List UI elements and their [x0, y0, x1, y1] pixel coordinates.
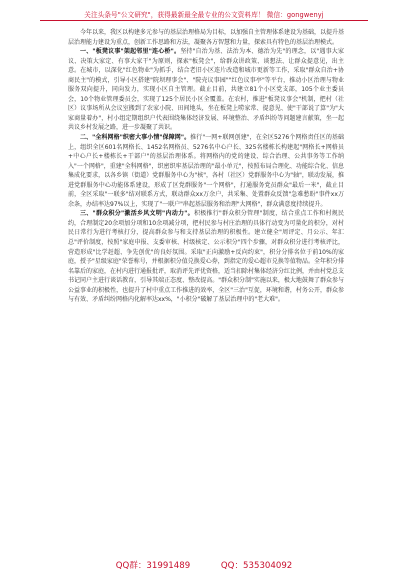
section-3-paragraph — [68, 209, 344, 304]
section-2-heading: 二、"全科网格"织密大事小情"保障网"。 — [80, 134, 191, 142]
intro-paragraph: 今年以来，我区以构建多元参与的基层治理格局为目标，以加强自主管理体系建设为基础，以提升基层治理能力建设为重点，创新工作思路和方法，凝聚各方智慧和力量，探索具有特色的基层治理模式。 — [68, 29, 344, 46]
header-divider — [40, 20, 368, 21]
section-2-text: 推行"一网+联网创建"，在全区5276个网格责任区的基础上，组织全区601名网格长、1452名网格员、5276名中心户长、325名楼栋长构建起"网格长+网格员+中心户长+楼栋长+干部户"的基层治理体系。将网格内的党的建设、综合治理、公共事务等工作纳入"一个网格"，重建"全科网格"，织密织牢基层治理的"最小单元"，按照布局合理化、功能综合化、信息集成化要求，以各乡镇（街道）党群服务中心为"核"，各村（社区）党群服务中心为"轴"，联动发展，推进党群服务中心功能体系建设，形成了区党群服务"一个网格"，打通服务党员群众"最后一米"，截止目前，全区采取"一联多"结对联系方式，联动群众xx万余户，共采集、处置群众反馈"急难愁盼"事件xx万余条，办结率达97%以上，实现了"一联户"串起基层服务和治理"大网格"，群众满意度持续提升。 — [68, 134, 344, 208]
section-1-text: 坚持"自治为基、法治为本、德治为先"的理念，以"遇事大家议、决策大家定、有事大家干"为原则，探索"板凳会"，给群众讲政策、谈想法、让群众提意见，出主意。在城市，以深化"红色物业"为抓手，结合老旧小区连片改造和城市更新等工作，采取"群众自治+协商民主"的模式，引导小区搭建"院坝理事会"、"院壳议事园""红色议事亭"等平台，推动小区治理与物业服务双向提升，同向发力，实现小区自主管理。截止目前，共建立81个小区党支部，105个业主委员会，10个物业管理委员会，实现了125个居民小区全覆盖。在农村，推进"板凳议事会"机制，把村（社区）议事场所从会议室搬到了农家小院、田间地头，坐在板凳上唠家常、提意见、使"干部说了算"为"大家商量着办"，村小组定期组织户代表围绕集体经济发展、环境整治、矛盾纠纷等问题建言献策，坐一起共议乡村发展之路，进一步凝聚了共识。 — [68, 48, 344, 132]
promo-header: 关注头条号"公文研究"，获得最新最全最专业的公文资料库！ 微信：gongwenyj — [84, 11, 324, 19]
section-1-paragraph — [68, 47, 344, 133]
contact-footer — [0, 559, 408, 571]
section-3-heading: 三、"群众积分"激活乡风文明"内动力"。 — [80, 210, 194, 218]
section-2-paragraph — [68, 133, 344, 209]
qq-number: QQ：535304092 — [220, 561, 293, 571]
section-3-text: 积极推行"群众积分管理"制度，结合重点工作和村规民约，合理制定20余项加分项和10余项减分项，把村民参与村庄治理的具体行动变为可量化的积分，对村民日常行为进行考核打分，提高群众参与和支持基层治理的积极性。建立健全"周评定、月公示、年汇总"评价制度，按照"家庭申报、支委审核、村级核定、公示积分"四个步骤，对群众积分进行考核评比，营造形成"比学赶超、争先创优"的良好氛围。采取"正向激励+反向约束"，积分分排名位于前10%的家庭，授予"星级家庭"荣誉称号，并根据积分值兑换爱心券，到指定的爱心超市兑换等值物品。全年积分排名靠后的家庭，在村内进行通报批评，取消评先评优资格，适当扣除村集体经济分红比例，并由村党总支书记同户主进行谈话教育，引导其端正态度、整改提高。"群众积分制"实施以来，极大地鼓舞了群众参与公益事业的积极性，也提升了村中重点工作推进的效率，全区"三治"互促，环境和谐，村务公开，群众参与有效、矛盾纠纷网格内化解率达xx%，"小积分"破解了基层治理中的"老大难"。 — [68, 210, 344, 304]
qq-group-number: QQ群：31991489 — [115, 561, 191, 571]
document-body — [68, 28, 344, 536]
section-1-heading: 一、"板凳议事"架起邻里"连心桥"。 — [80, 48, 181, 56]
